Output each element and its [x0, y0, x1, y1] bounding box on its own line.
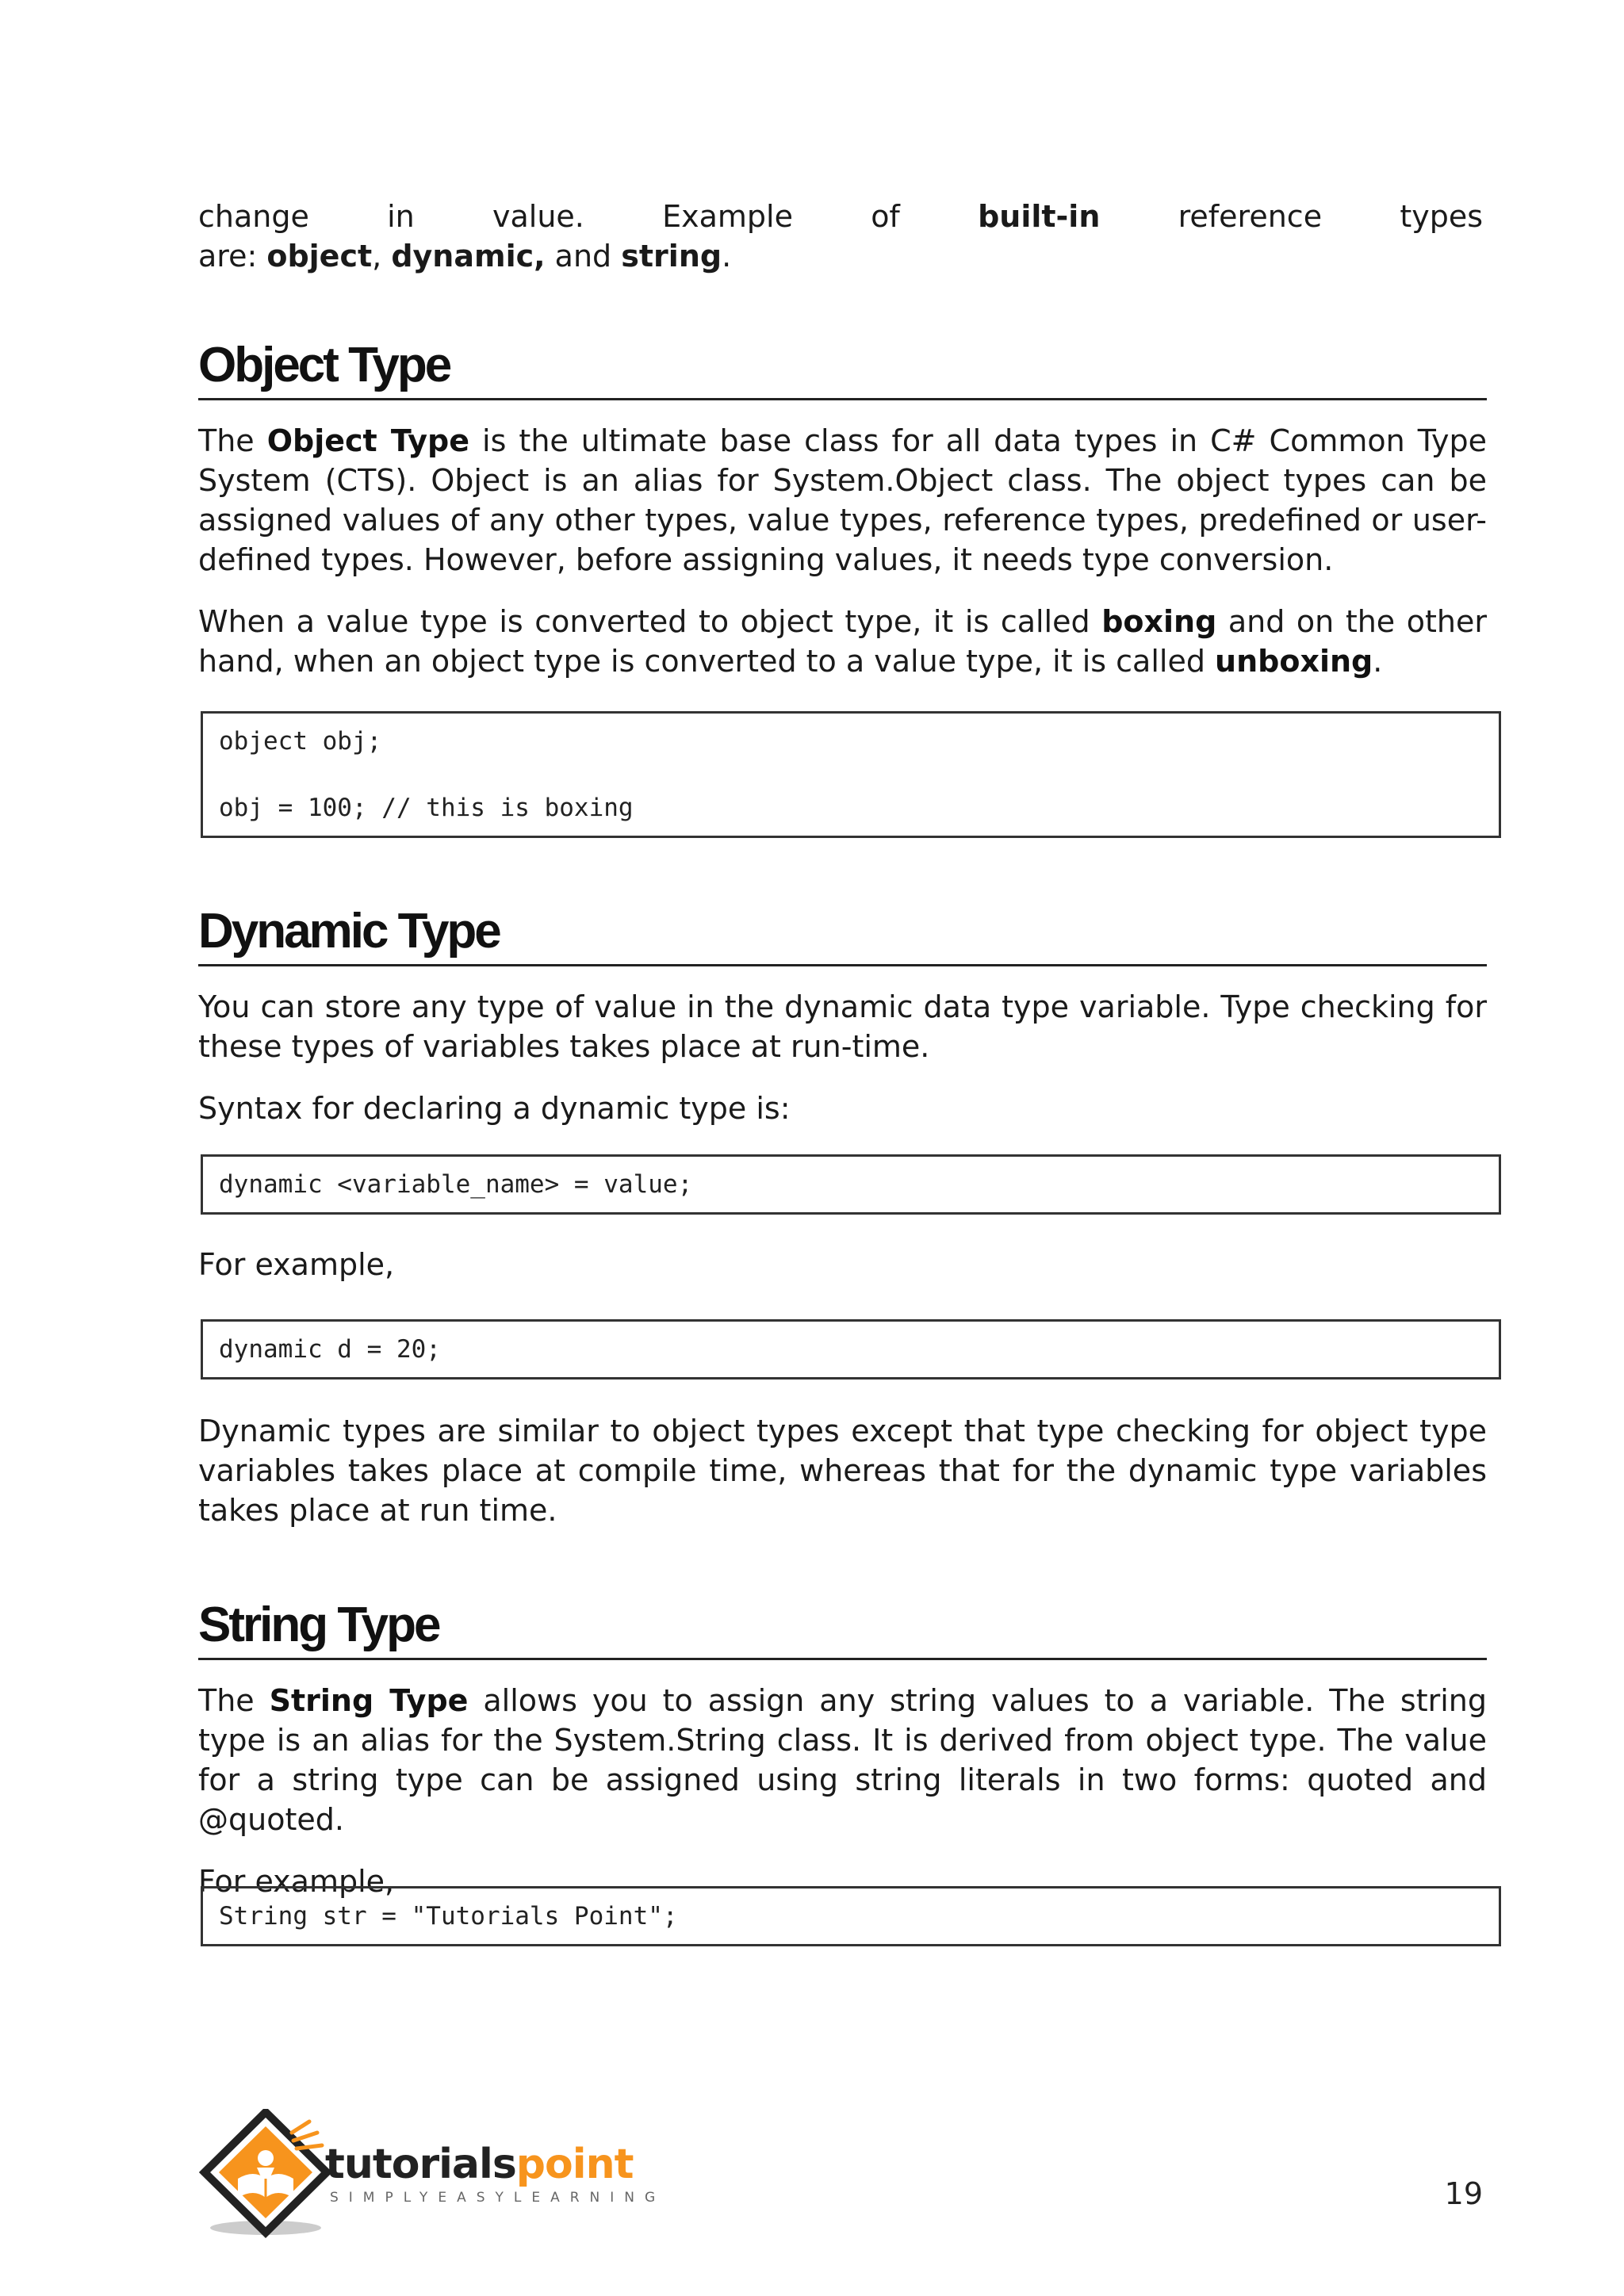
page-number: 19	[1444, 2176, 1483, 2211]
text: When a value type is converted to object type, it is called	[198, 604, 1102, 639]
text: and on the other hand, when an object type is converted to a value type, it is called	[198, 604, 1487, 679]
text: Dynamic types are similar to object types except that type checking for object type variables takes place at compile time, whereas that for the dynamic type variables takes place at run time.	[198, 1414, 1487, 1528]
intro-word-bold: built-in	[978, 199, 1101, 234]
intro-word: in	[387, 199, 415, 234]
object-paragraph-2	[198, 602, 1487, 681]
keyword-object: object	[266, 239, 373, 274]
tutorialspoint-logo	[198, 2109, 666, 2247]
logo-tagline: SIMPLYEASYLEARNING	[330, 2190, 666, 2206]
code-block-object: object obj; obj = 100; // this is boxing	[201, 711, 1501, 838]
intro-text: ,	[372, 239, 382, 274]
logo-word-point: point	[515, 2141, 634, 2188]
section-heading: Object Type	[198, 338, 1487, 400]
text: The	[198, 423, 267, 458]
object-paragraph-1	[198, 421, 1487, 580]
intro-line-1	[198, 197, 1483, 236]
dynamic-type-section	[198, 904, 1487, 1128]
text: is the ultimate base class for all data types in C# Common Type System (CTS). Object is an alias for System.Object class. The object types can be assigned values of any other types, value types, reference types, predefined or user-defined types. However, before assigning values, it needs type conversion.	[198, 423, 1487, 577]
text: .	[1373, 644, 1383, 679]
code-block-string: String str = "Tutorials Point";	[201, 1886, 1501, 1946]
text: The	[198, 1683, 270, 1718]
intro-word: change	[198, 199, 309, 234]
intro-word: reference	[1178, 199, 1323, 234]
keyword-dynamic: dynamic,	[391, 239, 546, 274]
string-paragraph-1	[198, 1681, 1487, 1839]
string-paragraph-2: For example,	[198, 1864, 395, 1899]
text: allows you to assign any string values to a variable. The string type is an alias for the System.String class. It is derived from object type. The value for a string type can be assigned using string literals in two forms: quoted and @quoted.	[198, 1683, 1487, 1837]
keyword-string: string	[621, 239, 722, 274]
code-block-dynamic-example: dynamic d = 20;	[201, 1319, 1501, 1380]
intro-word: of	[871, 199, 900, 234]
logo-word-tutorials: tutorials	[325, 2141, 516, 2188]
term-boxing: boxing	[1101, 604, 1217, 639]
object-type-section	[198, 338, 1487, 681]
intro-word: Example	[662, 199, 793, 234]
section-heading: Dynamic Type	[198, 904, 1487, 966]
section-heading: String Type	[198, 1598, 1487, 1660]
intro-paragraph	[198, 197, 1483, 276]
intro-text: are:	[198, 239, 267, 274]
intro-line-2	[198, 236, 1483, 276]
dynamic-paragraph-4	[198, 1411, 1487, 1530]
dynamic-example-label	[198, 1245, 1487, 1284]
text: For example,	[198, 1247, 395, 1282]
term-bold: Object Type	[266, 423, 470, 458]
logo-wordmark	[325, 2141, 633, 2188]
intro-text: and	[554, 239, 612, 274]
term-bold: String Type	[269, 1683, 469, 1718]
term-unboxing: unboxing	[1215, 644, 1373, 679]
code-block-dynamic-syntax: dynamic <variable_name> = value;	[201, 1154, 1501, 1215]
string-type-section	[198, 1598, 1487, 1901]
dynamic-paragraph-1: You can store any type of value in the dynamic data type variable. Type checking for these types of variables takes place at run-time.	[198, 989, 1487, 1064]
dynamic-paragraph-2: Syntax for declaring a dynamic type is:	[198, 1091, 791, 1126]
intro-text: .	[722, 239, 732, 274]
intro-word: types	[1400, 199, 1483, 234]
intro-word: value.	[492, 199, 584, 234]
